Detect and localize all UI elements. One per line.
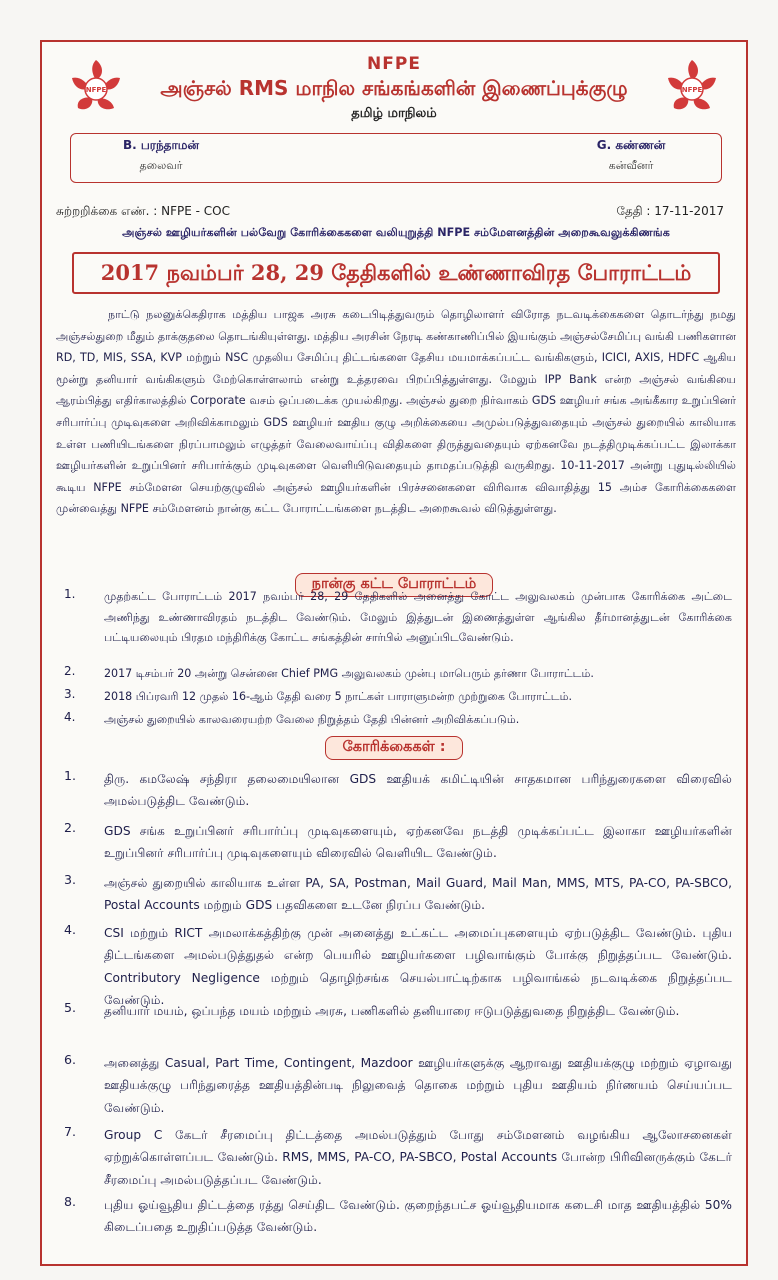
item-text: புதிய ஓய்வூதிய திட்டத்தை ரத்து செய்திட வேண்டும். குறைந்தபட்ச ஓய்வூதியமாக கடைசி மாத ஊதியத்தில் 50% கிடைப்பதை உறுதிப்படுத்த வேண்டும். — [104, 1198, 732, 1235]
item-number: 8. — [64, 1194, 77, 1209]
item-number: 5. — [64, 1000, 77, 1015]
convener-name: G. கண்ணன் — [596, 138, 666, 152]
item-text: 2018 பிப்ரவரி 12 முதல் 16-ஆம் தேதி வரை 5 நாட்கள் பாராளுமன்ற முற்றுகை போராட்டம். — [104, 690, 573, 703]
appeal-line: அஞ்சல் ஊழியர்களின் பல்வேறு கோரிக்கைகளை வலியுறுத்தி NFPE சம்மேளனத்தின் அறைகூவலுக்கிணங்க — [122, 226, 670, 239]
item-text: அனைத்து Casual, Part Time, Contingent, Mazdoor ஊழியர்களுக்கு ஆறாவது ஊதியக்குழு மற்றும் ஏழாவது ஊதியக்குழு பரிந்துரைத்த ஊதியத்தின்படி நிலுவைத் தொகை மற்றும் புதிய ஊதியம் நிர்ணயம் செய்யப்பட வேண்டும். — [104, 1056, 732, 1115]
item-number: 1. — [64, 587, 76, 601]
president-block — [91, 138, 231, 174]
item-number: 4. — [64, 922, 77, 937]
demands-heading — [42, 736, 746, 760]
item-text: 2017 டிசம்பர் 20 அன்று சென்னை Chief PMG அலுவலகம் முன்பு மாபெரும் தர்ணா போராட்டம். — [104, 667, 594, 680]
item-text: Group C கேடர் சீரமைப்பு திட்டத்தை அமல்படுத்தும் போது சம்மேளனம் வழங்கிய ஆலோசனைகள் ஏற்றுக்கொள்ளப்பட வேண்டும். RMS, MMS, PA-CO, PA-SBCO, Postal Accounts போன்ற பிரிவினருக்கும் கேடர் சீரமைப்பு அமல்படுத்தப்பட வேண்டும். — [104, 1128, 732, 1187]
svg-text:NFPE: NFPE — [681, 86, 703, 94]
circular-page — [40, 40, 748, 1266]
item-text: அஞ்சல் துறையில் காலவரையற்ற வேலை நிறுத்தம் தேதி பின்னர் அறிவிக்கப்படும். — [104, 713, 520, 726]
item-number: 3. — [64, 687, 76, 701]
item-number: 4. — [64, 710, 76, 724]
item-number: 1. — [64, 768, 77, 783]
state-name: தமிழ் மாநிலம் — [351, 106, 437, 121]
item-number: 7. — [64, 1124, 77, 1139]
item-text: CSI மற்றும் RICT அமலாக்கத்திற்கு முன் அனைத்து உட்கட்ட அமைப்புகளையும் ஏற்படுத்திட வேண்டும். புதிய திட்டங்களை அமல்படுத்துதல் என்ற பெயரில் ஊழியர்களை பழிவாங்கும் போக்கு நிறுத்தப்பட வேண்டும். Contributory Negligence மற்றும் தொழிற்சங்க செயல்பாட்டிற்காக பழிவாங்கல் நடவடிக்கை நிறுத்தப்பட வேண்டும். — [104, 926, 732, 1008]
org-acronym: NFPE — [367, 54, 421, 74]
item-text: தனியார் மயம், ஒப்பந்த மயம் மற்றும் அரசு, பணிகளில் தனியாரை ஈடுபடுத்துவதை நிறுத்திட வேண்டும். — [104, 1004, 680, 1018]
president-role: தலைவர் — [139, 159, 183, 172]
org-name: அஞ்சல் RMS மாநில சங்கங்களின் இணைப்புக்குழு — [160, 76, 628, 100]
phases-heading-label: நான்கு கட்ட போராட்டம் — [295, 573, 494, 597]
convener-block — [561, 138, 701, 174]
item-text: திரு. கமலேஷ் சந்திரா தலைமையிலான GDS ஊதியக் கமிட்டியின் சாதகமான பரிந்துரைகளை விரைவில் அமல்படுத்திட வேண்டும். — [104, 772, 732, 809]
item-text: முதற்கட்ட போராட்டம் 2017 நவம்பர் 28, 29 தேதிகளில் அனைத்து கோட்ட அலுவலகம் முன்பாக கோரிக்கை அட்டை அணிந்து உண்ணாவிரதம் நடத்திட வேண்டும். மேலும் இத்துடன் இணைத்துள்ள ஆங்கில தீர்மானத்துடன் கோரிக்கை பட்டியலையும் பிரதம மந்திரிக்கு கோட்ட சங்கத்தின் சார்பில் அனுப்பிடவேண்டும். — [104, 590, 732, 644]
svg-text:NFPE: NFPE — [85, 86, 107, 94]
demands-heading-label: கோரிக்கைகள் : — [325, 736, 462, 760]
item-number: 2. — [64, 664, 76, 678]
circular-date: தேதி : 17-11-2017 — [616, 204, 724, 218]
circular-number: சுற்றறிக்கை எண். : NFPE - COC — [56, 204, 230, 218]
item-number: 6. — [64, 1052, 77, 1067]
item-number: 2. — [64, 820, 77, 835]
convener-role: கன்வீனர் — [608, 159, 654, 172]
main-title: 2017 நவம்பர் 28, 29 தேதிகளில் உண்ணாவிரத போராட்டம் — [72, 252, 720, 294]
president-name: B. பரந்தாமன் — [122, 138, 200, 152]
intro-paragraph: நாட்டு நலனுக்கெதிராக மத்திய பாஜக அரசு கடைபிடித்துவரும் தொழிலாளர் விரோத நடவடிக்கைகளை தொடர்ந்து நமது அஞ்சல்துறை மீதும் தாக்குதலை தொடங்கியுள்ளது. மத்திய அரசின் நேரடி கண்காணிப்பில் இயங்கும் அஞ்சல்சேமிப்பு வங்கி பணிகளான RD, TD, MIS, SSA, KVP மற்றும் NSC முதலிய சேமிப்பு திட்டங்களை தேசிய மயமாக்கப்பட்ட வங்கிகளும், ICICI, AXIS, HDFC ஆகிய மூன்று தனியார் வங்கிகளும் மேற்கொள்ளலாம் என்று உத்தரவை பிறப்பித்துள்ளது. மேலும் IPP Bank என்ற அஞ்சல் வங்கியை ஆரம்பித்து எதிர்காலத்தில் Corporate வசம் ஒப்படைக்க முயல்கிறது. அஞ்சல் துறை நிர்வாகம் GDS ஊழியர் சங்க அங்கீகார உறுப்பினர் சரிபார்ப்பு முடிவுகளை அறிவிக்காமலும் GDS ஊழியர் ஊதிய குழு அறிக்கையை அமுல்படுத்துவதையும் அஞ்சல் துறையில் காலியாக உள்ள பணியிடங்களை நிரப்பாமலும் எழுத்தர் வேலைவாய்ப்பு விதிகளை திருத்துவதையும் ஏற்கனவே நடத்திமுடிக்கப்பட்ட இலாக்கா ஊழியர்களின் உறுப்பினர் சரிபார்க்கும் முடிவுகளை வெளியிடுவதையும் தாமதப்படுத்தி வருகிறது. 10-11-2017 அன்று புதுடில்லியில் கூடிய NFPE சம்மேளன செயற்குழுவில் அஞ்சல் ஊழியர்களின் பிரச்சனைகளை விரிவாக விவாதித்து 15 அம்ச கோரிக்கைகளை முன்வைத்து NFPE சம்மேளனம் நான்கு கட்ட போராட்டங்களை நடத்திட அறைகூவல் விடுத்துள்ளது. — [56, 308, 737, 516]
item-text: அஞ்சல் துறையில் காலியாக உள்ள PA, SA, Postman, Mail Guard, Mail Man, MMS, MTS, PA-CO, PA-SBCO, Postal Accounts மற்றும் GDS பதவிகளை உடனே நிரப்ப வேண்டும். — [104, 876, 732, 913]
item-number: 3. — [64, 872, 77, 887]
item-text: GDS சங்க உறுப்பினர் சரிபார்ப்பு முடிவுகளையும், ஏற்கனவே நடத்தி முடிக்கப்பட்ட இலாகா ஊழியர்களின் உறுப்பினர் சரிபார்ப்பு முடிவுகளையும் விரைவில் வெளியிட வேண்டும். — [104, 824, 732, 861]
officers-box — [70, 133, 722, 183]
